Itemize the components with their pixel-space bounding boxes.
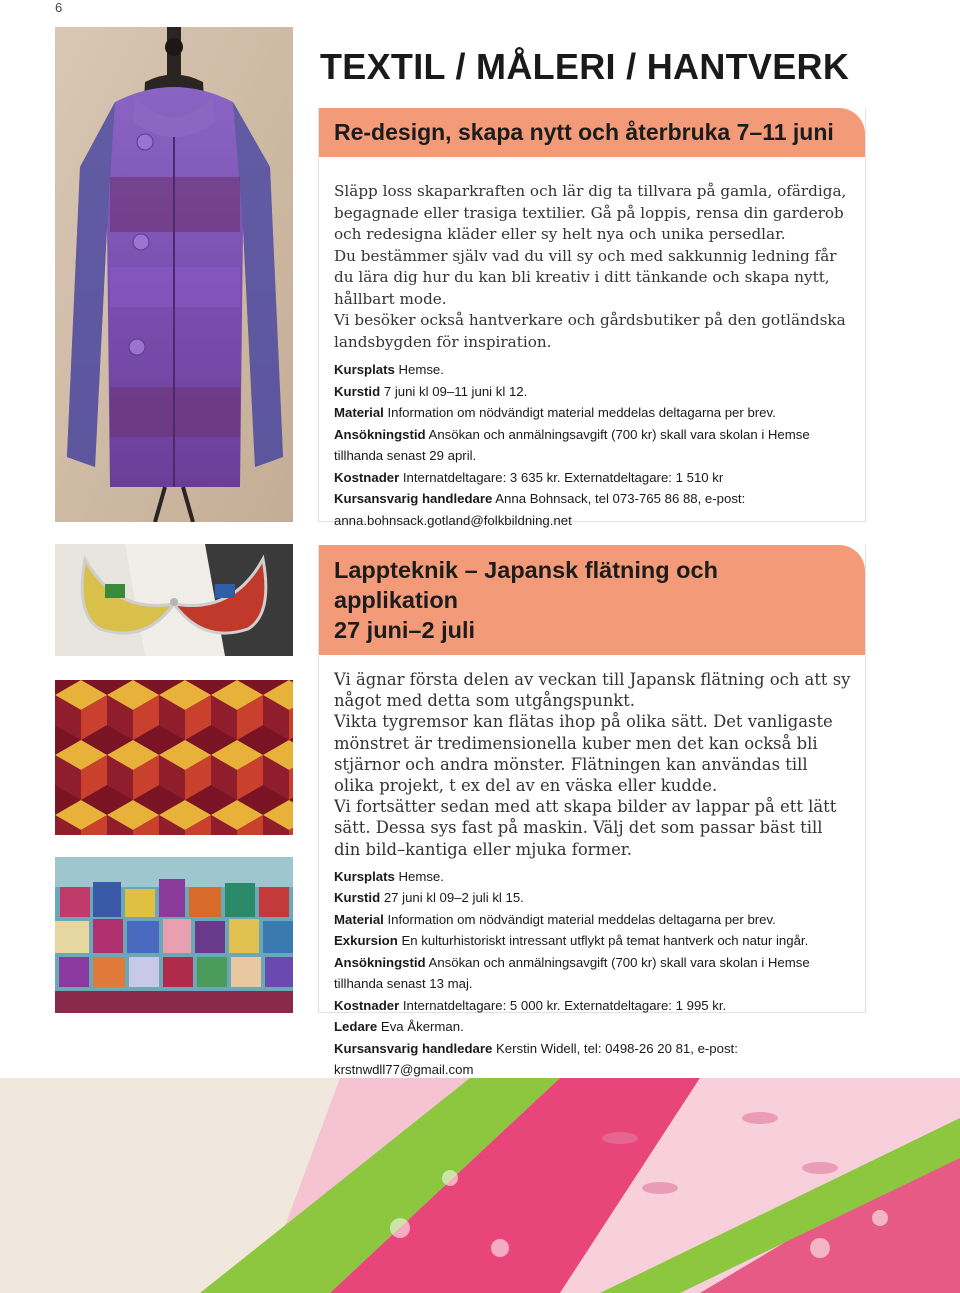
detail-kurstid: Kurstid 7 juni kl 09–11 juni kl 12.: [334, 383, 528, 399]
course-description: Vi fortsätter sedan med att skapa bilder av lappar på ett lätt sätt. Dessa sys fast på maskin. Välj det som passar bäst till din bild–kantiga eller mjuka former.: [334, 797, 837, 859]
course-lappteknik: [318, 545, 866, 1078]
detail-ansokningstid: Ansökningstid Ansökan och anmälningsavgift (700 kr) skall vara skolan i Hemse tillhanda senast 29 april.: [334, 426, 810, 463]
detail-handledare: Kursansvarig handledare Kerstin Widell, tel: 0498-26 20 81, e-post: krstnwdll77@gmail.com: [334, 1040, 738, 1078]
detail-material: Material Information om nödvändigt material meddelas deltagarna per brev.: [334, 911, 776, 927]
course-title: Re-design, skapa nytt och återbruka 7–11 juni: [334, 119, 834, 145]
course-header: [319, 108, 865, 157]
collar-photo: [55, 544, 293, 656]
course-title: [334, 555, 835, 645]
course-description: Du bestämmer själv vad du vill sy och med sakkunnig ledning får du lära dig hur du kan bli kreativ i ditt tänkande och skapa nytt, hållbart mode.: [334, 246, 837, 308]
course-redesign: [318, 108, 866, 528]
course-title-line: Lappteknik – Japansk flätning och applikation: [334, 557, 718, 613]
detail-material: Material Information om nödvändigt material meddelas deltagarna per brev.: [334, 405, 776, 420]
houses-quilt-photo: [55, 857, 293, 1013]
detail-exkursion: Exkursion En kulturhistoriskt intressant utflykt på temat hantverk och natur ingår.: [334, 933, 809, 949]
course-header: [319, 545, 865, 655]
course-description: Vi ägnar första delen av veckan till Japansk flätning och att sy något med detta som utgångspunkt.: [334, 670, 851, 711]
course-description: Vikta tygremsor kan flätas ihop på olika sätt. Det vanligaste mönstret är tredimensionella kuber men det kan också bli stjärnor och andra mönster. Flätningen kan användas till olika projekt, t ex del av en väska eller kudde.: [334, 712, 833, 796]
course-description: Vi besöker också hantverkare och gårdsbutiker på den gotländska landsbygden för inspiration.: [334, 311, 846, 351]
fabric-photo: [0, 1078, 960, 1293]
detail-ansokningstid: Ansökningstid Ansökan och anmälningsavgift (700 kr) skall vara skolan i Hemse tillhanda senast 13 maj.: [334, 954, 810, 992]
detail-kostnader: Kostnader Internatdeltagare: 5 000 kr. Externatdeltagare: 1 995 kr.: [334, 997, 727, 1013]
detail-kursplats: Kursplats Hemse.: [334, 362, 444, 377]
coat-photo: [55, 27, 293, 522]
course-description: Släpp loss skaparkraften och lär dig ta tillvara på gamla, ofärdiga, begagnade eller trasiga textilier. Gå på loppis, rensa din garderob och redesigna kläder eller sy helt nya och unika persedlar.: [334, 182, 847, 243]
detail-kursplats: Kursplats Hemse.: [334, 868, 444, 884]
detail-kurstid: Kurstid 27 juni kl 09–2 juli kl 15.: [334, 890, 524, 906]
cube-quilt-photo: [55, 680, 293, 835]
detail-handledare: Kursansvarig handledare Anna Bohnsack, tel 073-765 86 88, e-post: anna.bohnsack.gotland@folkbildning.net: [334, 491, 746, 528]
page-number: 6: [55, 0, 63, 15]
detail-kostnader: Kostnader Internatdeltagare: 3 635 kr. Externatdeltagare: 1 510 kr: [334, 469, 724, 485]
detail-ledare: Ledare Eva Åkerman.: [334, 1019, 464, 1035]
page-heading: TEXTIL / MÅLERI / HANTVERK: [320, 46, 850, 87]
course-dates: 27 juni–2 juli: [334, 617, 476, 643]
